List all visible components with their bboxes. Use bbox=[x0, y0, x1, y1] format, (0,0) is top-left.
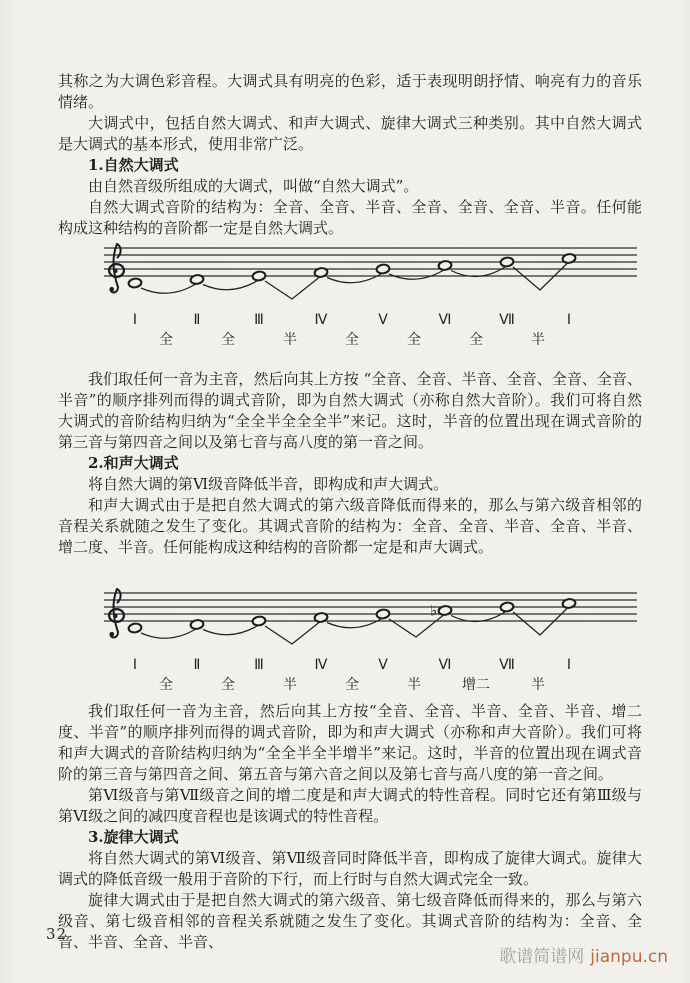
paragraph-natural-major-rule: 我们取任何一音为主音，然后向其上方按 “全音、全音、半音、全音、全音、全音、半音”的顺序排列而得的调式音阶，即为自然大调式（亦称自然大音阶）。我们可将自然大调式的音阶结构归纳为“全全半全全全半”来记。这时，半音的位置出现在调式音阶的第三音与第四音之间以及第七音与高八度的第一音之间。 bbox=[58, 370, 642, 451]
interval-label: 全 bbox=[345, 677, 359, 693]
whole-note bbox=[252, 616, 266, 626]
whole-note bbox=[376, 264, 390, 274]
scale-degree-label: Ⅱ bbox=[193, 312, 201, 328]
scale-degree-label: Ⅶ bbox=[499, 312, 515, 328]
paragraph-natural-major-structure: 自然大调式音阶的结构为：全音、全音、半音、全音、全音、全音、半音。任何能构成这种结构的音阶都一定是自然大调式。 bbox=[58, 198, 642, 237]
paragraph-major-categories: 大调式中，包括自然大调式、和声大调式、旋律大调式三种类别。其中自然大调式是大调式的基本形式，使用非常广泛。 bbox=[58, 114, 642, 153]
whole-note bbox=[562, 598, 576, 608]
whole-note bbox=[376, 609, 390, 619]
wholetone-slur bbox=[327, 619, 381, 628]
interval-label: 半 bbox=[531, 677, 545, 693]
staff-notation bbox=[0, 240, 690, 352]
paragraph-major-color: 其称之为大调色彩音程。大调式具有明亮的色彩，适于表现明朗抒情、响亮有力的音乐情绪。 bbox=[58, 72, 642, 111]
wholetone-slur bbox=[389, 271, 443, 280]
watermark-site-name: 歌谱简谱网 bbox=[499, 947, 585, 967]
page-number: 32 bbox=[46, 925, 68, 943]
whole-note bbox=[438, 260, 452, 270]
wholetone-slur bbox=[141, 285, 195, 294]
interval-label: 全 bbox=[159, 677, 173, 693]
paragraph-harmonic-major-def: 将自然大调的第Ⅵ级音降低半音，即构成和声大调式。 bbox=[88, 475, 449, 493]
scale-degree-label: Ⅶ bbox=[499, 657, 515, 673]
staff-figure-harmonic-major bbox=[0, 585, 690, 697]
wholetone-slur bbox=[327, 274, 381, 283]
paragraph-harmonic-major-rule: 我们取任何一音为主音，然后向其上方按“全音、全音、半音、全音、半音、增二度、半音”的顺序排列而得的调式音阶，即为和声大调式（亦称和声大音阶）。我们可将和声大调式的音阶结构归纳为“全全半全半增半”来记。这时，半音的位置出现在调式音阶的第三音与第四音之间、第五音与第六音之间以及第七音与高八度的第一音之间。 bbox=[58, 702, 642, 783]
scale-degree-label: Ⅰ bbox=[566, 657, 572, 673]
flat-accidental: ♭ bbox=[430, 601, 438, 620]
interval-label: 全 bbox=[221, 332, 235, 348]
semitone-bracket bbox=[265, 278, 319, 300]
paragraph-harmonic-major-structure: 和声大调式由于是把自然大调式的第六级音降低而得来的，那么与第六级音相邻的音程关系就随之发生了变化。其调式音阶的结构为：全音、全音、半音、全音、半音、增二度、半音。任何能构成这种结构的音阶都一定是和声大调式。 bbox=[58, 496, 642, 556]
interval-label: 半 bbox=[407, 677, 421, 693]
wholetone-slur bbox=[203, 281, 257, 290]
paragraph-natural-major-def: 由自然音级所组成的大调式，叫做“自然大调式”。 bbox=[88, 177, 419, 195]
scale-degree-label: Ⅲ bbox=[254, 657, 264, 673]
whole-note bbox=[562, 253, 576, 263]
paragraph-characteristic-intervals: 第Ⅵ级音与第Ⅶ级音之间的增二度是和声大调式的特性音程。同时它还有第Ⅲ级与第Ⅵ级之间的减四度音程也是该调式的特性音程。 bbox=[58, 786, 642, 825]
paragraph-melodic-major-structure: 旋律大调式由于是把自然大调式的第六级音、第七级音降低而得来的，那么与第六级音、第七级音相邻的音程关系就随之发生了变化。其调式音阶的结构为：全音、全音、半音、全音、半音、 bbox=[58, 891, 642, 951]
interval-label: 半 bbox=[531, 332, 545, 348]
text-block-bottom bbox=[58, 701, 642, 953]
staff-figure-natural-major bbox=[0, 240, 690, 352]
whole-note bbox=[252, 271, 266, 281]
whole-note bbox=[314, 267, 328, 277]
interval-label: 全 bbox=[469, 332, 483, 348]
watermark bbox=[499, 942, 668, 967]
whole-note bbox=[438, 605, 452, 615]
interval-label: 全 bbox=[159, 332, 173, 348]
scale-degree-label: Ⅲ bbox=[254, 312, 264, 328]
interval-label: 半 bbox=[283, 677, 297, 693]
wholetone-slur bbox=[203, 626, 257, 635]
semitone-bracket bbox=[265, 623, 319, 645]
watermark-site-url: jianpu.cn bbox=[590, 947, 668, 967]
scale-degree-label: Ⅰ bbox=[132, 657, 138, 673]
wholetone-slur bbox=[451, 267, 505, 276]
text-block-top bbox=[58, 71, 642, 239]
whole-note bbox=[190, 619, 204, 629]
interval-label: 半 bbox=[283, 332, 297, 348]
interval-label: 全 bbox=[221, 677, 235, 693]
scale-degree-label: Ⅳ bbox=[314, 657, 328, 673]
scale-degree-label: Ⅰ bbox=[566, 312, 572, 328]
scale-degree-label: Ⅴ bbox=[378, 312, 388, 328]
heading-melodic-major: 3.旋律大调式 bbox=[88, 828, 179, 846]
text-block-middle bbox=[58, 369, 642, 558]
scale-degree-label: Ⅴ bbox=[378, 657, 388, 673]
semitone-bracket bbox=[513, 264, 567, 291]
heading-natural-major: 1.自然大调式 bbox=[88, 156, 179, 174]
interval-label: 全 bbox=[345, 332, 359, 348]
scale-degree-label: Ⅱ bbox=[193, 657, 201, 673]
interval-label: 全 bbox=[407, 332, 421, 348]
scale-degree-label: Ⅰ bbox=[132, 312, 138, 328]
wholetone-slur bbox=[141, 630, 195, 639]
whole-note bbox=[190, 274, 204, 284]
staff-notation bbox=[0, 585, 690, 697]
treble-clef-icon bbox=[109, 244, 124, 292]
whole-note bbox=[500, 257, 514, 267]
whole-note bbox=[500, 602, 514, 612]
semitone-bracket bbox=[513, 609, 567, 636]
whole-note bbox=[314, 612, 328, 622]
whole-note bbox=[128, 278, 142, 288]
treble-clef-icon bbox=[109, 589, 124, 637]
wholetone-slur bbox=[451, 612, 505, 621]
interval-label: 增二 bbox=[462, 677, 490, 693]
paragraph-melodic-major-def: 将自然大调式的第Ⅵ级音、第Ⅶ级音同时降低半音，即构成了旋律大调式。旋律大调式的降低音级一般用于音阶的下行，而上行时与自然大调式完全一致。 bbox=[58, 849, 642, 888]
whole-note bbox=[128, 623, 142, 633]
heading-harmonic-major: 2.和声大调式 bbox=[88, 454, 179, 472]
scale-degree-label: Ⅵ bbox=[438, 657, 452, 673]
scale-degree-label: Ⅳ bbox=[314, 312, 328, 328]
scale-degree-label: Ⅵ bbox=[438, 312, 452, 328]
